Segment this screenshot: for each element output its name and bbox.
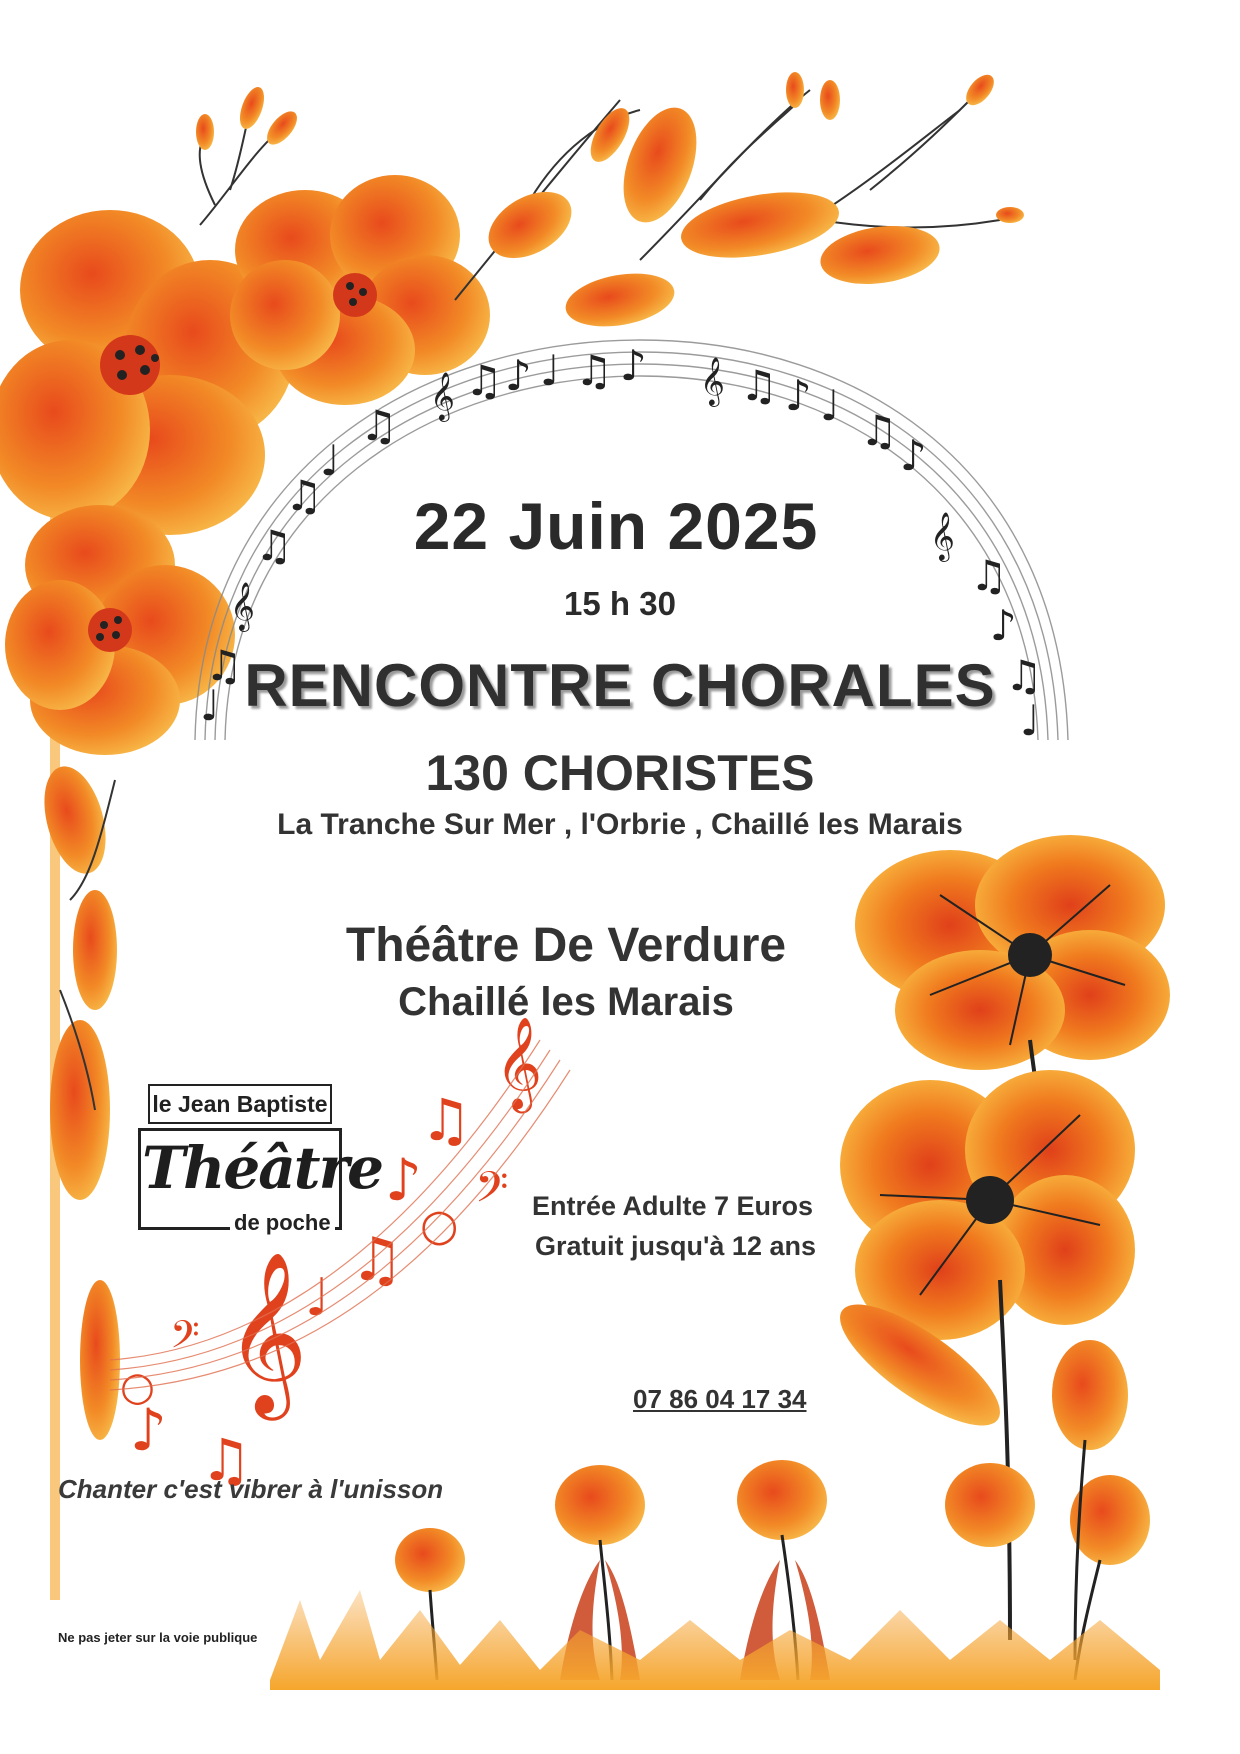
svg-text:♪: ♪ [130,1396,168,1464]
svg-text:♪: ♪ [620,341,647,390]
treble-clef-icon: 𝄞 [225,1251,308,1414]
svg-text:♩: ♩ [320,436,340,485]
treble-clef-icon: 𝄞 [700,356,725,405]
footer-note: Ne pas jeter sur la voie publique [58,1630,258,1645]
svg-text:♩: ♩ [540,346,560,395]
svg-text:♫: ♫ [205,641,243,690]
treble-clef-icon: 𝄞 [930,511,955,560]
logo-top-label: le Jean Baptiste [148,1084,332,1124]
event-title: RENCONTRE CHORALES [244,652,996,719]
poppy-flower-icon [840,1070,1135,1340]
event-date: 22 Juin 2025 [413,489,819,563]
svg-text:♪: ♪ [990,601,1017,650]
svg-text:♫: ♫ [740,361,778,410]
free-entry: Gratuit jusqu'à 12 ans [535,1231,816,1261]
slogan: Chanter c'est vibrer à l'unisson [58,1474,444,1504]
svg-text:♫: ♫ [465,356,503,405]
svg-text:○: ○ [120,1364,155,1410]
svg-text:♫: ♫ [860,406,898,455]
adult-price: Entrée Adulte 7 Euros [532,1191,814,1221]
svg-text:♫: ♫ [420,1086,472,1154]
svg-text:♩: ♩ [1020,696,1040,745]
choristers-count: 130 CHORISTES [425,745,815,801]
svg-text:♩: ♩ [200,681,220,730]
svg-text:♫: ♫ [1005,651,1043,700]
svg-text:♩: ♩ [820,381,840,430]
contact-phone[interactable]: 07 86 04 17 34 [633,1384,807,1414]
edge-leaves [34,760,120,1440]
svg-text:♫: ♫ [255,521,293,570]
treble-clef-icon: 𝄞 [430,371,455,420]
logo-subtitle: de poche [230,1210,335,1236]
svg-text:♪: ♪ [505,351,532,400]
svg-text:♫: ♫ [285,471,323,520]
grass-band [270,1590,1160,1690]
svg-text:♫: ♫ [970,551,1008,600]
treble-clef-icon: 𝄞 [230,581,255,630]
event-time: 15 h 30 [564,585,676,622]
svg-text:♩: ♩ [305,1268,330,1328]
svg-text:♫: ♫ [350,1225,404,1295]
venue-name: Théâtre De Verdure [345,919,787,972]
svg-text:♪: ♪ [385,1146,423,1214]
svg-text:♪: ♪ [785,371,812,420]
bass-clef-icon: 𝄢 [170,1312,200,1366]
bass-clef-icon: 𝄢 [475,1163,509,1223]
svg-text:♪: ♪ [900,431,927,480]
logo-theatre: Théâtre [142,1134,383,1202]
venue-city: Chaillé les Marais [398,980,734,1024]
svg-text:♫: ♫ [200,1426,252,1494]
participating-towns: La Tranche Sur Mer , l'Orbrie , Chaillé les Marais [277,808,963,841]
svg-text:○: ○ [420,1200,459,1251]
treble-clef-icon: 𝄞 [495,1016,543,1109]
svg-text:♫: ♫ [360,401,398,450]
svg-text:♫: ♫ [575,346,613,395]
